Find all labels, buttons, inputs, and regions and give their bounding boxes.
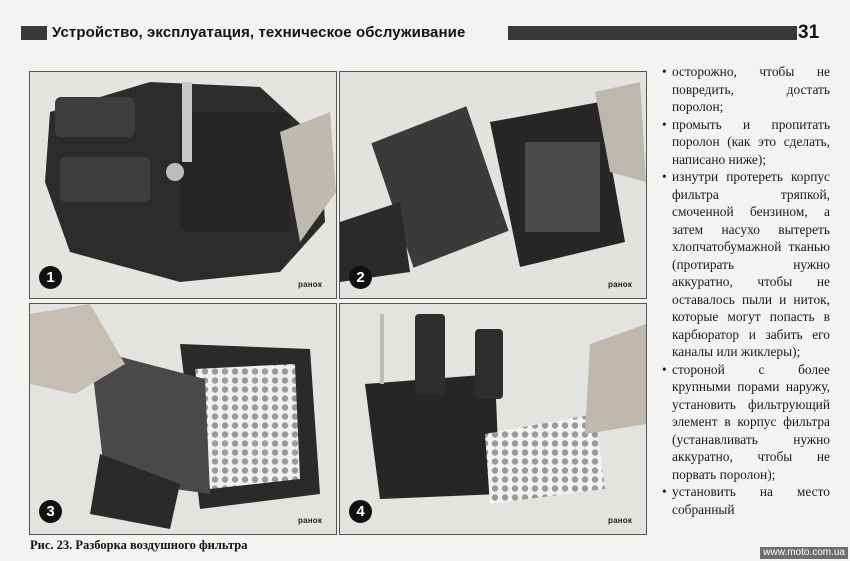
instruction-list (662, 63, 830, 518)
header-bar-left (21, 26, 47, 40)
photo-1-logo: ранок (298, 280, 323, 289)
photo-1-illustration (30, 72, 336, 298)
photo-3 (29, 303, 337, 535)
photo-1-number: 1 (39, 266, 62, 289)
photo-1 (29, 71, 337, 299)
photo-2-number: 2 (349, 266, 372, 289)
instruction-item: • стороной с более крупными порами наружу, установить фильтрующий элемент в корпус фильтра (устанавливать нужно аккуратно, чтобы не порвать поролон); (662, 361, 830, 484)
photo-2 (339, 71, 647, 299)
photo-4-number: 4 (349, 500, 372, 523)
page-number: 31 (798, 22, 820, 43)
photo-2-logo: ранок (608, 280, 633, 289)
photo-3-logo: ранок (298, 516, 323, 525)
photo-4-logo: ранок (608, 516, 633, 525)
instruction-column (662, 63, 830, 518)
photo-2-illustration (340, 72, 646, 298)
instruction-item: • промыть и пропитать поролон (как это сделать, написано ниже); (662, 116, 830, 169)
header-title: Устройство, эксплуатация, техническое обслуживание (52, 24, 466, 41)
header-bar-right (508, 26, 797, 40)
photo-4-illustration (340, 304, 646, 534)
photo-3-illustration (30, 304, 336, 534)
page-header (0, 22, 850, 44)
photo-4 (339, 303, 647, 535)
instruction-item: • изнутри протереть корпус фильтра тряпкой, смоченной бензином, а затем насухо вытереть хлопчатобумажной тканью (протирать нужно аккуратно, чтобы не оставалось пыли и ниток, которые могут попасть в карбюратор и забить его каналы или жиклеры); (662, 168, 830, 361)
instruction-item: • осторожно, чтобы не повредить, достать поролон; (662, 63, 830, 116)
figure-caption: Рис. 23. Разборка воздушного фильтра (30, 538, 248, 552)
source-watermark: www.moto.com.ua (760, 547, 848, 559)
photo-3-number: 3 (39, 500, 62, 523)
instruction-item: • установить на место собранный (662, 483, 830, 518)
